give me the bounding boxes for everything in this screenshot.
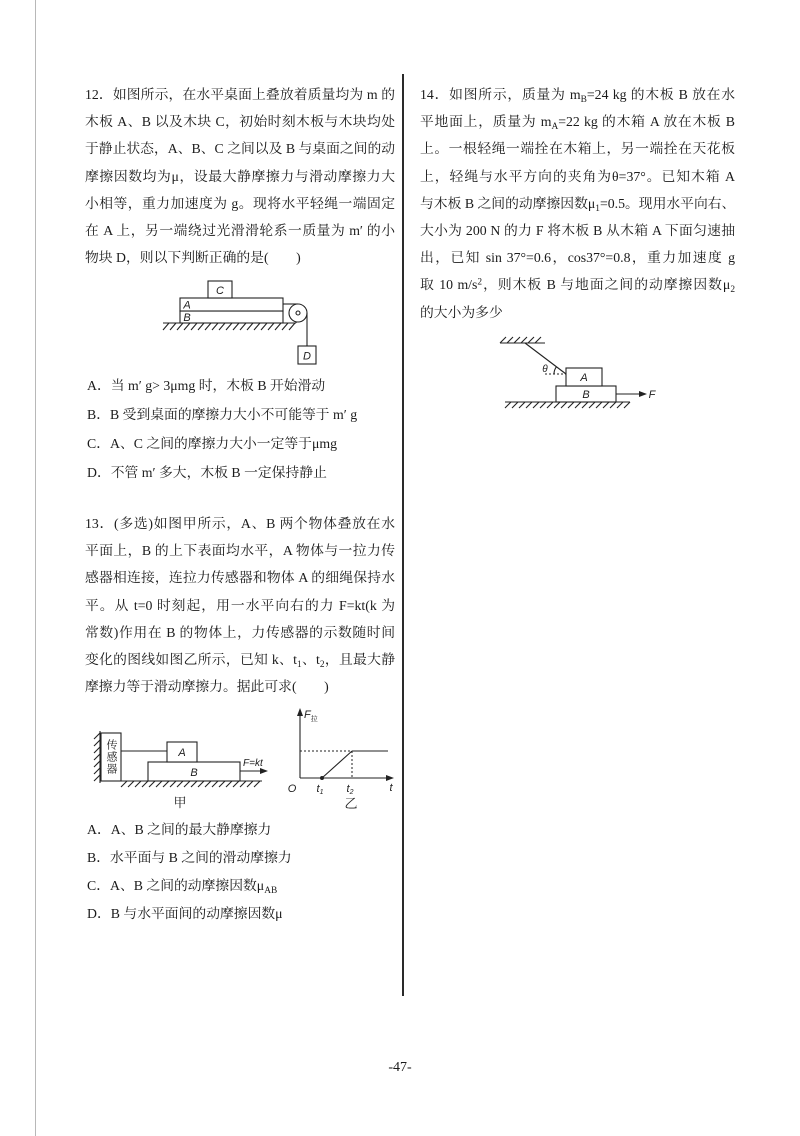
board-a — [180, 298, 283, 311]
q14-text-line: 上，轻绳与水平方向的夹角为θ=37°。已知木箱 A — [420, 168, 735, 184]
superscript: 2 — [477, 277, 483, 288]
q14-text-line: 大小为 200 N 的力 F 将木板 B 从木箱 A 下面匀速抽 — [420, 222, 735, 238]
q14-figure — [495, 330, 660, 412]
q14-text-line: 出，已知 sin 37°=0.6，cos37°=0.8，重力加速度 g — [420, 250, 735, 266]
text-segment: =22 kg 的木箱 A 放在木板 B — [558, 114, 735, 130]
q13-text-line: 感器相连接，连拉力传感器和物体 A 的细绳保持水 — [85, 570, 395, 586]
q12-text-line: 于静止状态，A、B、C 之间以及 B 与桌面之间的动 — [85, 141, 396, 157]
subscript: B — [580, 94, 587, 105]
block-a-label: A — [178, 747, 186, 759]
subscript: 2 — [730, 285, 735, 296]
q13-stem — [85, 510, 395, 700]
block-b-label: B — [190, 767, 198, 779]
block-c-label: C — [216, 285, 224, 297]
q14-text-line — [420, 271, 735, 298]
q14-text-line — [420, 81, 735, 108]
subscript: 1 — [296, 659, 302, 670]
force-label: F=kt — [243, 758, 263, 769]
text-segment: 取 10 m/s — [420, 277, 478, 293]
board-b — [180, 311, 283, 323]
y-axis-label — [304, 709, 318, 723]
rising-line — [322, 751, 352, 778]
text-segment: 与木板 B 之间的动摩擦因数μ — [420, 195, 596, 211]
x-axis-arrow-head — [386, 775, 394, 781]
page-number: -47- — [388, 1060, 412, 1075]
q13-figure-yi — [285, 705, 400, 817]
q12-figure — [155, 275, 325, 370]
q12-options — [87, 371, 357, 487]
t2-tick-label — [347, 783, 354, 796]
subscript: A — [551, 122, 559, 132]
q13-text-line: 13．(多选)如图甲所示，A、B 两个物体叠放在水 — [85, 516, 395, 531]
ground-hatch — [505, 402, 630, 408]
wall-hatch — [94, 733, 100, 781]
y-axis-label-sub: 拉 — [310, 716, 318, 723]
text-segment: 、t — [301, 651, 320, 667]
board-b-label: B — [582, 389, 590, 401]
q13-option-b: B．水平面与 B 之间的滑动摩擦力 — [87, 850, 292, 865]
q12-text-line: 物块 D，则以下判断正确的是( ) — [85, 250, 301, 266]
text-segment: 平地面上，质量为 m — [420, 114, 552, 130]
ceiling-hatch — [500, 337, 541, 343]
y-axis-arrow-head — [297, 708, 303, 716]
text-segment: ，且最大静 — [324, 651, 395, 667]
text-segment: 14．如图所示，质量为 m — [420, 87, 581, 102]
y-axis-label-main: F — [304, 709, 311, 721]
q12-option-c: C．A、C 之间的摩擦力大小一定等于μmg — [87, 436, 338, 451]
text-segment: C．A、B 之间的动摩擦因数μ — [87, 878, 265, 893]
binding-margin-line — [35, 0, 36, 1136]
q12-option-b: B．B 受到桌面的摩擦力大小不可能等于 m′ g — [87, 407, 358, 422]
q12-stem — [85, 81, 395, 271]
q13-option-c — [87, 872, 292, 900]
text-segment: =24 kg 的木板 B 放在水 — [586, 87, 736, 102]
q13-option-a: A．A、B 之间的最大静摩擦力 — [87, 822, 272, 837]
text-segment: =0.5。现用水平向右、 — [599, 195, 736, 211]
column-divider — [402, 74, 404, 996]
subscript: 1 — [595, 203, 600, 214]
sensor-label: 传感器 — [105, 739, 118, 775]
q13-text-line: 平。从 t=0 时刻起，用一水平向右的力 F=kt(k 为 — [85, 597, 395, 613]
q13-text-line: 平面上，B 的上下表面均水平，A 物体与一拉力传 — [85, 543, 395, 559]
q13-text-line — [85, 646, 395, 673]
t2-main: t — [346, 783, 350, 795]
ground-hatch — [121, 781, 260, 787]
t1-tick-label — [317, 783, 324, 796]
box-a-label: A — [580, 372, 588, 384]
t1-sub: 1 — [319, 789, 324, 796]
q12-text-line: 12．如图所示，在水平桌面上叠放着质量均为 m 的 — [85, 87, 395, 102]
q14-text-line: 的大小为多少 — [420, 304, 503, 320]
q12-text-line: 摩擦因数均为μ，设最大静摩擦力与滑动摩擦力大 — [85, 168, 395, 184]
q14-text-line — [420, 190, 735, 217]
q12-text-line: 在 A 上，另一端绕过光滑滑轮系一质量为 m′ 的小 — [85, 222, 395, 238]
t1-point — [320, 776, 324, 780]
q13-text-line: 常数)作用在 B 的物体上，力传感器的示数随时间 — [85, 624, 395, 640]
board-b-label: B — [183, 312, 191, 324]
q13-text-line: 摩擦力等于滑动摩擦力。据此可求( ) — [85, 679, 329, 695]
force-arrow-head — [639, 391, 647, 397]
figure-caption-jia: 甲 — [173, 796, 187, 811]
subscript: 2 — [319, 659, 325, 670]
text-segment: ，则木板 B 与地面之间的动摩擦因数μ — [482, 277, 731, 293]
q14-text-line: 上。一根轻绳一端拴在木箱上，另一端拴在天花板 — [420, 141, 735, 157]
text-segment: 变化的图线如图乙所示，已知 k、t — [85, 651, 297, 667]
block-d-label: D — [303, 350, 311, 363]
t2-sub: 2 — [349, 789, 354, 796]
pulley — [289, 304, 307, 322]
force-label: F — [648, 389, 656, 401]
q14-stem — [420, 81, 735, 326]
q12-text-line: 木板 A、B 以及木块 C，初始时刻木板与木块均处 — [85, 114, 395, 130]
q12-option-a: A．当 m′ g> 3μmg 时，木板 B 开始滑动 — [87, 378, 326, 393]
q13-options — [87, 816, 292, 928]
q12-option-d: D．不管 m′ 多大，木板 B 一定保持静止 — [87, 465, 327, 480]
board-a-label: A — [183, 299, 191, 312]
origin-label: O — [287, 783, 297, 795]
x-axis-label: t — [389, 782, 393, 794]
figure-caption-yi: 乙 — [344, 797, 358, 812]
subscript: AB — [264, 885, 278, 896]
table-hatch — [163, 323, 295, 330]
angle-arc — [554, 367, 556, 374]
q12-text-line: 小相等，重力加速度为 g。现将水平轻绳一端固定 — [85, 195, 395, 211]
q13-option-d: D．B 与水平面间的动摩擦因数μ — [87, 906, 283, 921]
t1-main: t — [316, 783, 320, 795]
angle-theta-label: θ — [542, 364, 548, 375]
q14-text-line — [420, 108, 735, 135]
